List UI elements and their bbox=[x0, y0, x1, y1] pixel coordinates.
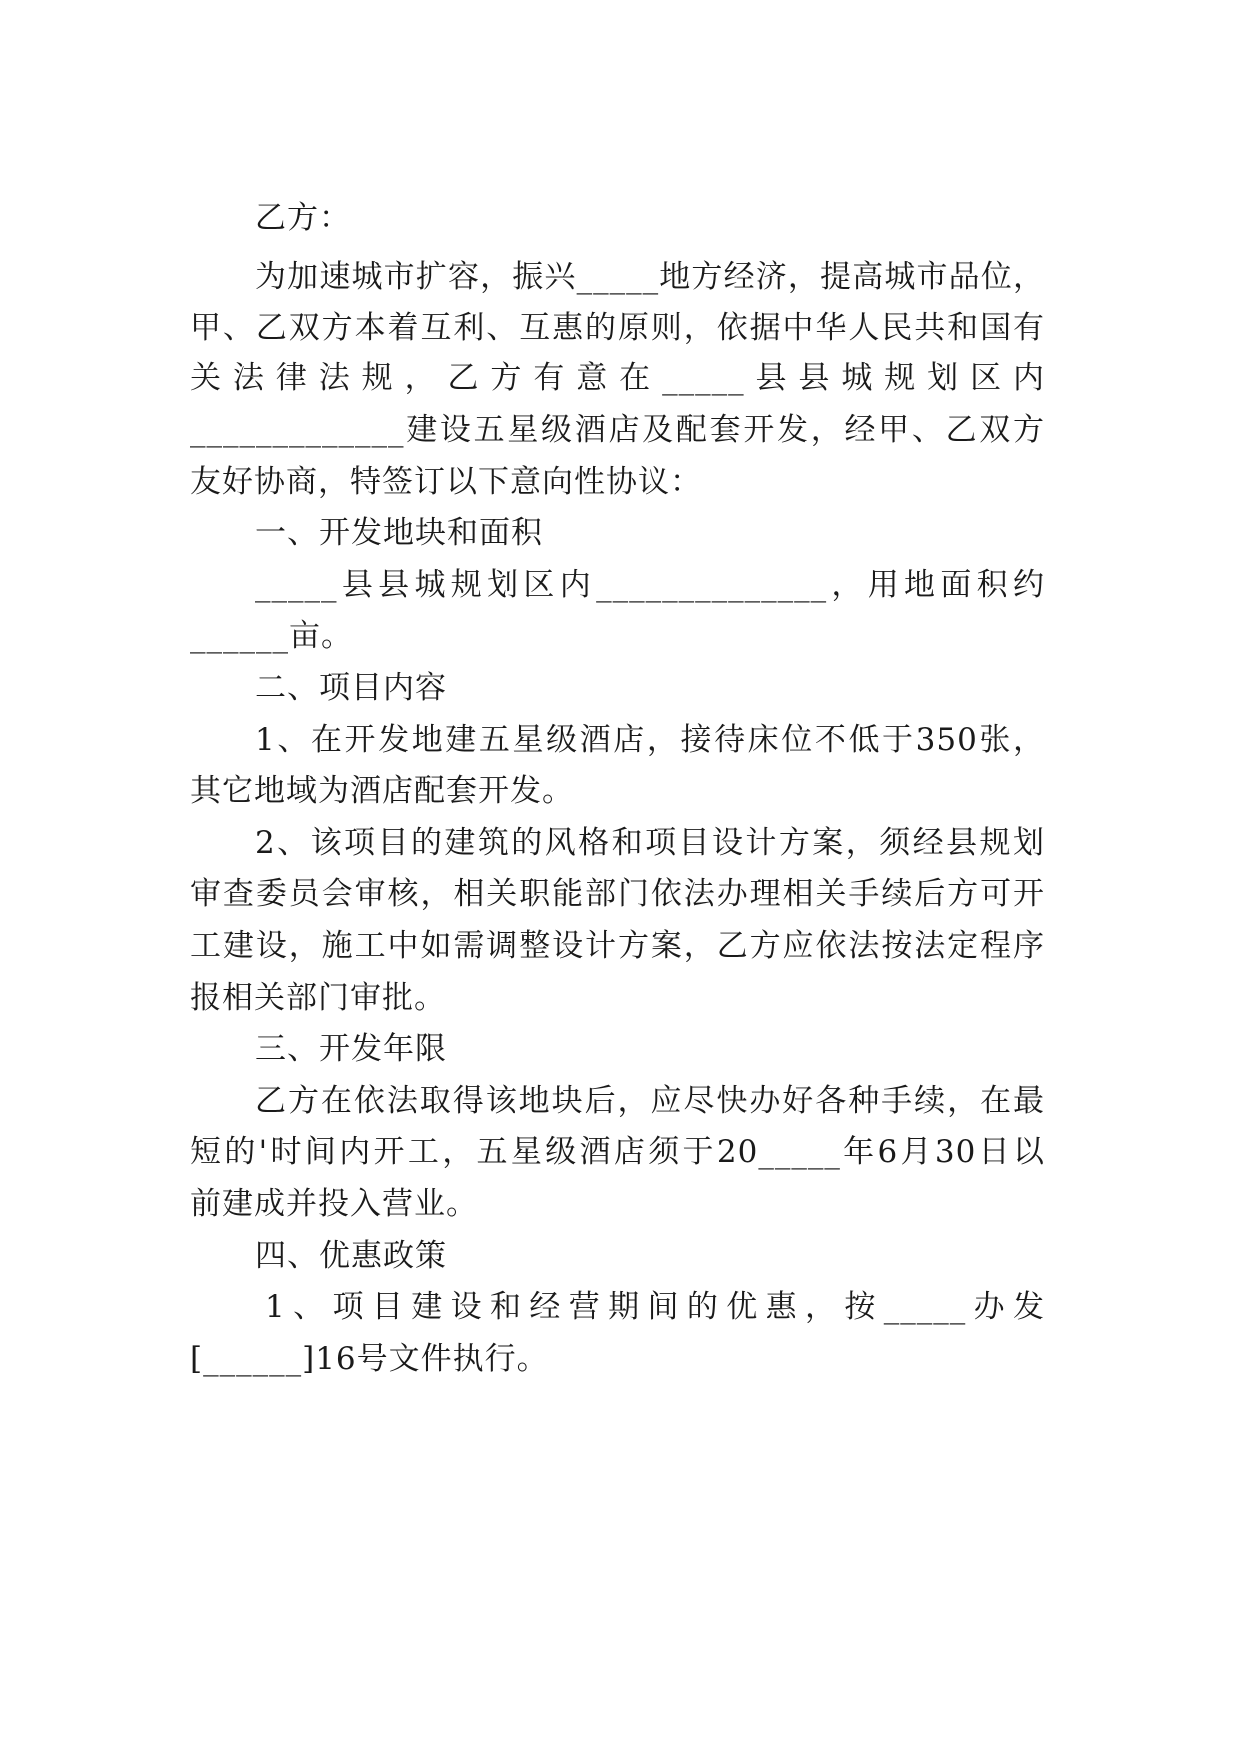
paragraph-line: 关 法 律 法 规 ， 乙 方 有 意 在 _____ 县 县 城 规 划 区 内 bbox=[190, 360, 1045, 396]
paragraph-line: 1、项目建设和经营期间的优惠，按_____办发 bbox=[265, 1289, 1045, 1325]
paragraph-line: 1、在开发地建五星级酒店，接待床位不低于350张， bbox=[255, 722, 1045, 758]
paragraph-line: ______亩。 bbox=[190, 618, 353, 654]
paragraph-line: 其它地域为酒店配套开发。 bbox=[190, 773, 574, 809]
paragraph-line: _____县县城规划区内______________，用地面积约 bbox=[255, 567, 1045, 603]
section-heading: 一、开发地块和面积 bbox=[255, 515, 543, 551]
paragraph-line: 报相关部门审批。 bbox=[190, 980, 446, 1016]
paragraph-line: _____________建设五星级酒店及配套开发，经甲、乙双方 bbox=[190, 412, 1045, 448]
party-b-label: 乙方： bbox=[255, 200, 351, 236]
paragraph-line: 工建设，施工中如需调整设计方案，乙方应依法按法定程序 bbox=[190, 928, 1045, 964]
paragraph-line: 短的'时间内开工，五星级酒店须于20_____年6月30日以 bbox=[190, 1134, 1045, 1170]
paragraph-line: 友好协商，特签订以下意向性协议： bbox=[190, 464, 702, 500]
section-heading: 四、优惠政策 bbox=[255, 1238, 447, 1274]
paragraph-line: 审查委员会审核，相关职能部门依法办理相关手续后方可开 bbox=[190, 876, 1045, 912]
paragraph-line: 前建成并投入营业。 bbox=[190, 1186, 478, 1222]
section-heading: 二、项目内容 bbox=[255, 670, 447, 706]
paragraph-line: [______]16号文件执行。 bbox=[190, 1341, 549, 1377]
paragraph-line: 2、该项目的建筑的风格和项目设计方案，须经县规划 bbox=[255, 825, 1045, 861]
paragraph-line: 乙方在依法取得该地块后，应尽快办好各种手续，在最 bbox=[255, 1083, 1045, 1119]
paragraph-line: 甲、乙双方本着互利、互惠的原则，依据中华人民共和国有 bbox=[190, 310, 1045, 346]
section-heading: 三、开发年限 bbox=[255, 1031, 447, 1067]
paragraph-line: 为加速城市扩容，振兴_____地方经济，提高城市品位， bbox=[255, 259, 1045, 295]
